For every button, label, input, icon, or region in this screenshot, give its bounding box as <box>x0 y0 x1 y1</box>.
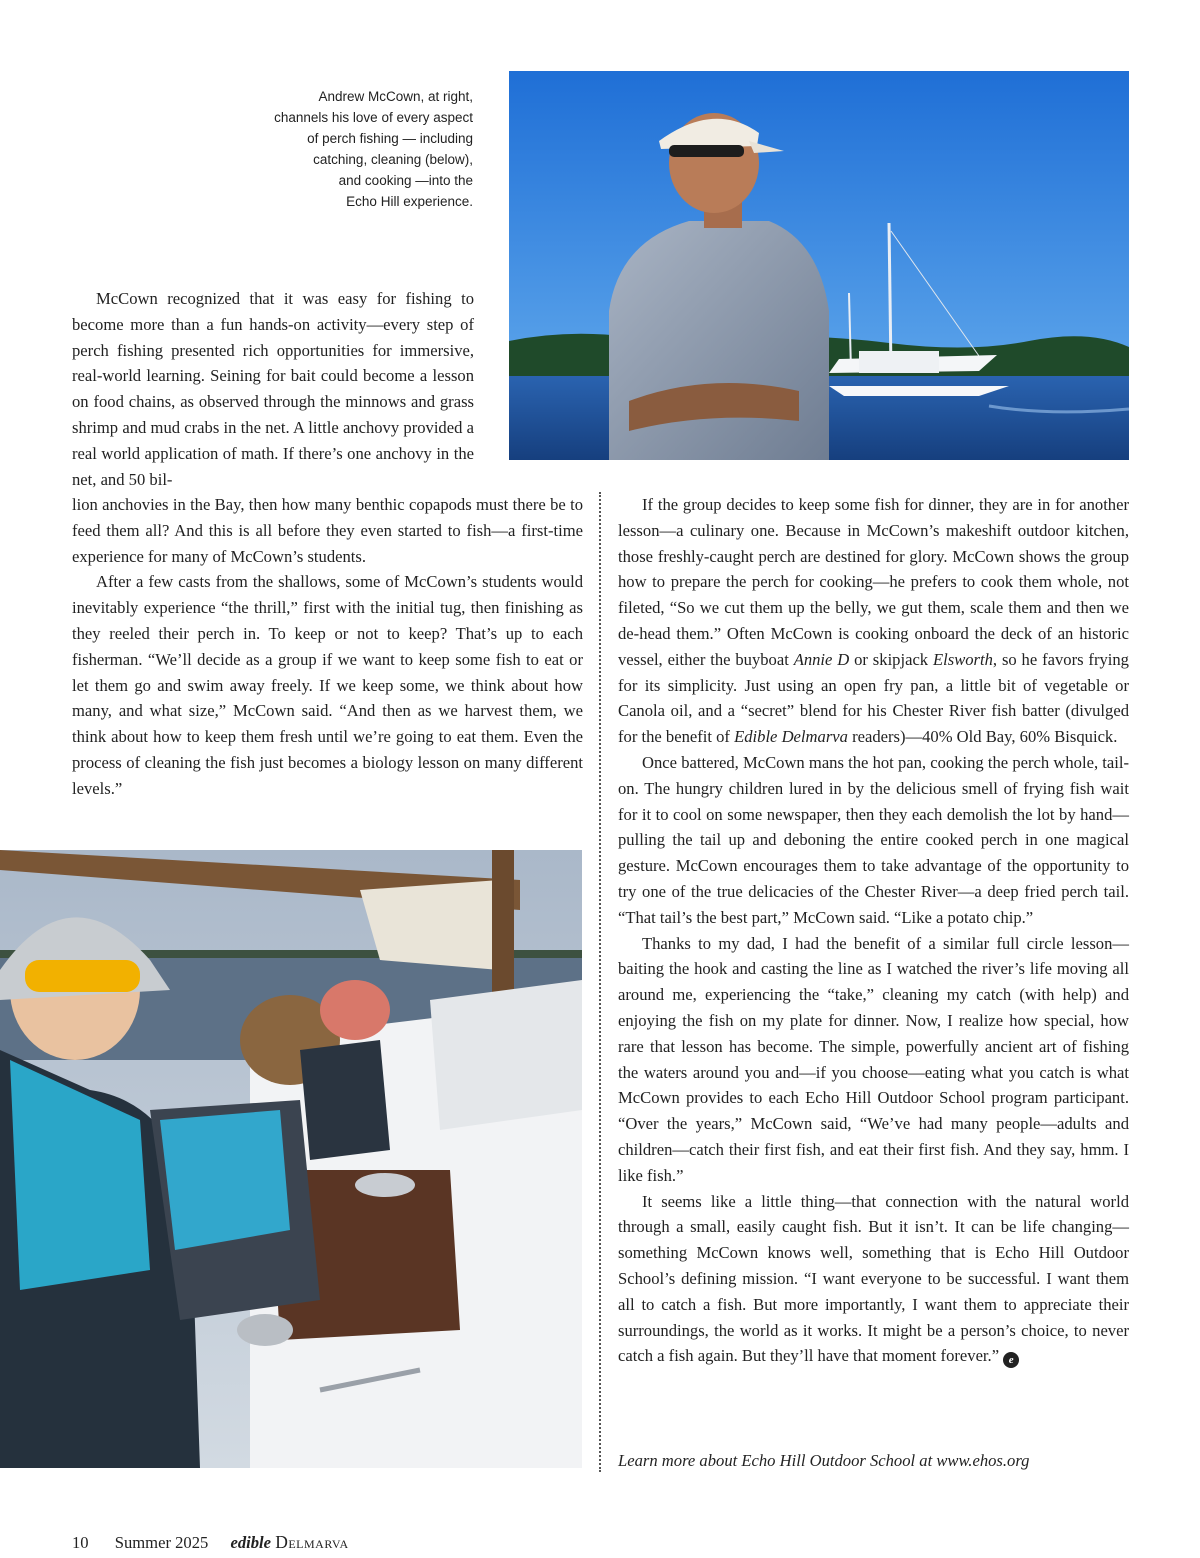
vessel-name: Elsworth <box>932 649 993 669</box>
issue-date: Summer 2025 <box>114 1533 209 1552</box>
caption-line: catching, cleaning (below), <box>313 152 473 167</box>
article-right-column <box>618 492 1129 1369</box>
paragraph-text: It seems like a little thing—that connection with the natural world through a small, easily caught fish. But it isn’t. It can be life changing—something McCown knows well, something that is Echo Hill Outdoor School’s defining mission. “I want everyone to be successful. I want them all to catch a fish. But more importantly, I want them to appreciate their surroundings, the world as it works. It might be a person’s choice, to never catch a fish again. But they’ll have that moment forever.” <box>618 1191 1129 1366</box>
paragraph: Thanks to my dad, I had the benefit of a similar full circle lesson—baiting the hook and casting the line as I watched the river’s life moving all around me, experiencing the “take,” cleaning my catch (with help) and enjoying the fish on my plate for dinner. Now, I realize how special, how rare that lesson has become. The simple, powerfully ancient art of fishing the waters around you and—if you choose—eating what you catch is what McCown provides to each Echo Hill Outdoor School program participant. “Over the years,” McCown said, “We’ve had many people—adults and children—catch their first fish, and eat their first fish. And they say, hmm. I like fish.” <box>618 933 1129 1185</box>
paragraph-text: readers)—40% Old Bay, 60% Bisquick. <box>847 727 1118 747</box>
column-divider <box>599 492 601 1472</box>
magazine-reference: Edible Delmarva <box>734 727 848 747</box>
caption-line: Echo Hill experience. <box>346 194 473 209</box>
paragraph-text: , so he favors frying for its simplicity. Just using an open fry pan, a little bit of vegetable or Canola oil, and a “secret” blend for his Chester River fish batter (divulged for the benefit of <box>618 649 1129 747</box>
paragraph: Once battered, McCown mans the hot pan, cooking the perch whole, tail-on. The hungry children lured in by the delicious smell of frying fish wait for it to cool on some newspaper, then they each demolish the lot by hand—pulling the tail up and deboning the entire cooked perch in one magical gesture. McCown encourages them to take advantage of the opportunity to try one of the true delicacies of the Chester River—a deep fried perch tail. “That tail’s the best part,” McCown said. “Like a potato chip.” <box>618 752 1129 927</box>
magazine-name-edible: edible <box>230 1533 272 1552</box>
paragraph <box>618 492 1129 750</box>
paragraph-text: or skipjack <box>849 649 933 669</box>
paragraph: After a few casts from the shallows, some of McCown’s students would inevitably experience “the thrill,” first with the initial tug, then finishing as they reeled their perch in. To keep or not to keep? That’s up to each fisherman. “We’ll decide as a group if we want to keep some fish to eat or let them go and swim away freely. If we keep some, we think about how many, and what size,” McCown said. “And then as we harvest them, we think about how to keep them fresh until we’re going to eat them. Even the process of cleaning the fish just becomes a biology lesson on many different levels.” <box>72 572 583 798</box>
paragraph: McCown recognized that it was easy for fishing to become more than a fun hands-on activity—every step of perch fishing presented rich opportunities for immersive, real-world learning. Seining for bait could become a lesson on food chains, as observed through the minnows and grass shrimp and mud crabs in the net. A little anchovy provided a real world application of math. If there’s one anchovy in the net, and 50 bil- <box>72 289 474 489</box>
article-intro-paragraph <box>72 286 474 492</box>
learn-more-link[interactable]: Learn more about Echo Hill Outdoor School at www.ehos.org <box>618 1451 1030 1470</box>
paragraph-continuation: lion anchovies in the Bay, then how many benthic copapods must there be to feed them all? And this is all before they even started to fish—a first-time experience for many of McCown’s students. <box>72 495 583 566</box>
magazine-name: Delmarva <box>275 1532 349 1552</box>
vessel-name: Annie D <box>793 649 850 669</box>
caption-line: of perch fishing — including <box>307 131 473 146</box>
photo-mccown-on-boat <box>509 71 1129 460</box>
caption-line: channels his love of every aspect <box>274 110 473 125</box>
photo-caption <box>240 86 473 212</box>
paragraph-text: If the group decides to keep some fish for dinner, they are in for another lesson—a culinary one. Because in McCown’s makeshift outdoor kitchen, those freshly-caught perch are destined for glory. McCown shows the group how to prepare the perch for cooking—he prefers to cook them whole, not fileted, “So we cut them up the belly, we gut them, scale them and then we de-head them.” Often McCown is cooking onboard the deck of an historic vessel, either the buyboat <box>618 495 1129 669</box>
end-mark-icon: e <box>1003 1352 1019 1368</box>
photo-kids-cleaning-fish <box>0 850 582 1468</box>
page-footer <box>72 1532 349 1553</box>
caption-line: and cooking —into the <box>338 173 473 188</box>
article-left-column <box>72 492 583 802</box>
page-number: 10 <box>72 1533 89 1552</box>
paragraph <box>618 1189 1129 1370</box>
caption-line: Andrew McCown, at right, <box>318 89 473 104</box>
